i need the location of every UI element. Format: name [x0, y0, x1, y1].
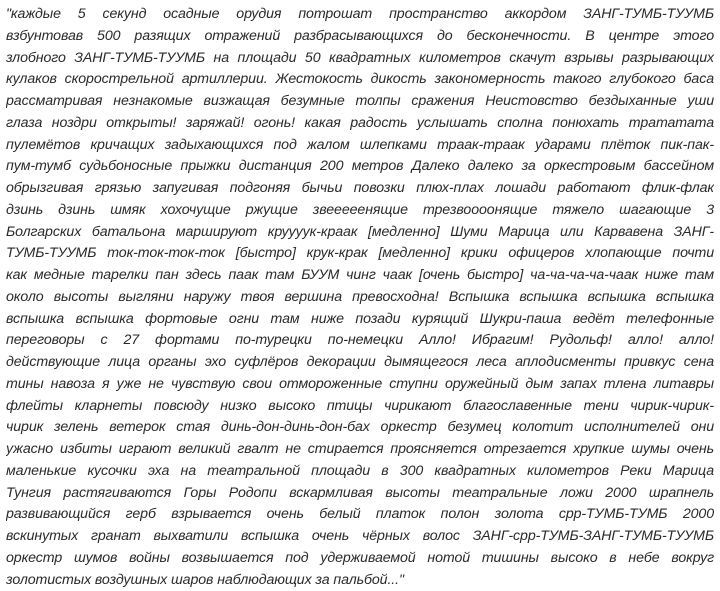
text-line: около высоты выгляни наружу твоя вершина превосходна! Вспышка вспышка вспышка вспышка — [6, 287, 714, 309]
text-line: действующие лица органы эхо суфлёров декорации дымящегося леса аплодисменты привкус сена — [6, 352, 714, 374]
text-line: чирик зелень ветерок стая динь-дон-динь-дон-бах оркестр безумец колотит исполнителей они — [6, 417, 714, 439]
text-line: ужасно избиты играют великий гвалт не стирается проясняется отрезается хрупкие шумы очень — [6, 439, 714, 461]
text-line: флейты кларнеты повсюду низко высоко птицы чирикают благославенные тени чирик-чирик- — [6, 396, 714, 418]
text-line: кулаков скорострельной артиллерии. Жестокость дикость закономерность такого глубокого баса — [6, 69, 714, 91]
text-line: Болгарских батальона маршируют круууук-краак [медленно] Шуми Марица или Карвавена ЗАНГ- — [6, 222, 714, 244]
text-line: дзинь дзинь шмяк хохочущие ржущие звееееенящие трезвоооонящие тяжело шагающие 3 — [6, 200, 714, 222]
text-line: обрызгивая грязью запугивая подгоняя бычьи повозки плюх-плах лошади работают флик-флак — [6, 178, 714, 200]
text-line: вспышка вспышка фортовые огни там ниже позади курящий Шукри-паша ведёт телефонные — [6, 309, 714, 331]
text-line: переговоры с 27 фортами по-турецки по-немецки Алло! Ибрагим! Рудольф! алло! алло! — [6, 330, 714, 352]
text-line: оркестр шумов войны возвышается под удерживаемой нотой тишины высоко в небе вокруг — [6, 548, 714, 570]
text-line: как медные тарелки пан здесь паак там БУУМ чинг чаак [очень быстро] ча-ча-ча-ча-чаак ниже там — [6, 265, 714, 287]
text-line: маленькие кусочки эха на театральной площади в 300 квадратных километров Реки Марица — [6, 461, 714, 483]
text-line: Тунгия растягиваются Горы Родопи вскармливая высоты театральные ложи 2000 шрапнель — [6, 483, 714, 505]
text-line: взбунтовав 500 разящих отражений разбрасывающихся до бесконечности. В центре этого — [6, 26, 714, 48]
text-line-last: золотистых воздушных шаров наблюдающих за пальбой..." — [6, 570, 714, 591]
text-line: вскинутых гранат выхватили вспышка очень чёрных волос ЗАНГ-срр-ТУМБ-ЗАНГ-ТУМБ-ТУУМБ — [6, 526, 714, 548]
text-line: глаза ноздри открыты! заряжай! огонь! какая радость услышать сполна понюхать трататата — [6, 113, 714, 135]
text-line: злобного ЗАНГ-ТУМБ-ТУУМБ на площади 50 квадратных километров скачут взрывы разрывающих — [6, 48, 714, 70]
text-line: ТУМБ-ТУУМБ ток-ток-ток-ток [быстро] крук-крак [медленно] крики офицеров хлопающие почти — [6, 243, 714, 265]
text-line: "каждые 5 секунд осадные орудия потрошат пространство аккордом ЗАНГ-ТУМБ-ТУУМБ — [6, 4, 714, 26]
text-line: тины навоза я уже не чувствую свои отмороженные ступни оружейный дым запах тлена литавры — [6, 374, 714, 396]
text-line: пулемётов кричащих задыхающихся под жалом шлепками траак-траак ударами плёток пик-пак- — [6, 135, 714, 157]
text-line: пум-тумб судьбоносные прыжки дистанция 200 метров Далеко далеко за оркестровым бассейном — [6, 156, 714, 178]
poem-text — [6, 4, 714, 591]
text-line: рассматривая незнакомые визжащая безумные толпы сражения Неистовство бездыханные уши — [6, 91, 714, 113]
text-line: развивающийся герб взрывается очень белый платок полон золота срр-ТУМБ-ТУМБ 2000 — [6, 504, 714, 526]
